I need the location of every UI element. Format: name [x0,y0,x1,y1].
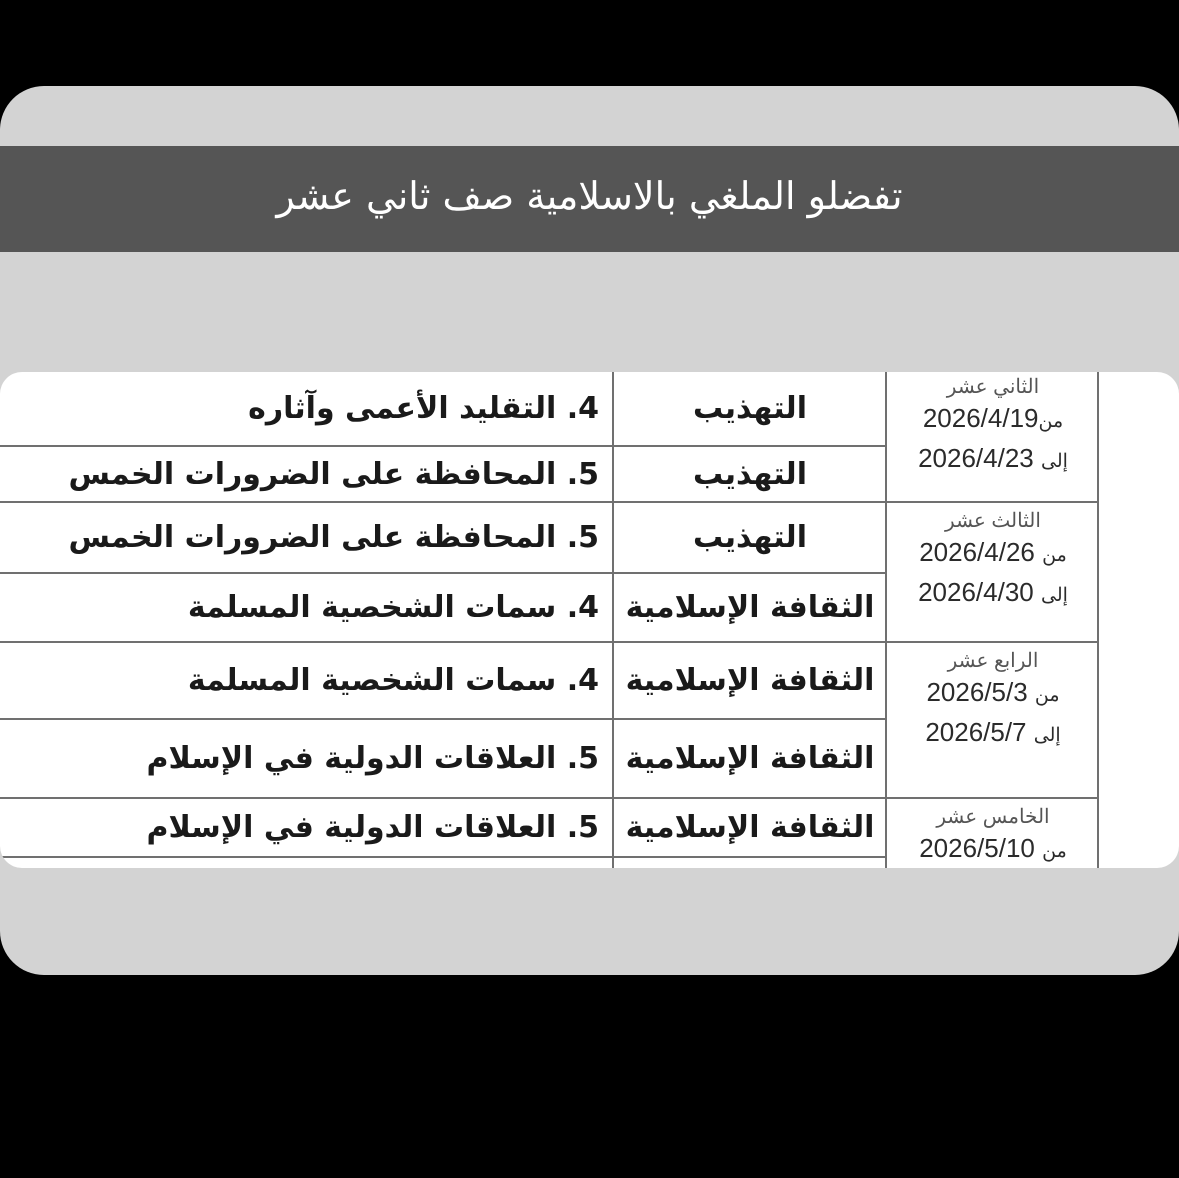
week-to: إلى 2026/5/7 [925,717,1061,747]
week-cell [890,804,1096,868]
lesson-cell: 5. العلاقات الدولية في الإسلام [146,741,599,776]
subject-cell: الثقافة الإسلامية [625,810,875,845]
subject-cell: الثقافة الإسلامية [625,663,875,698]
screenshot-card [0,86,1179,975]
subject-cell: التهذيب [693,520,807,555]
week-from: من 2026/5/10 [919,833,1067,863]
week-to: إلى 2026/4/30 [918,577,1068,607]
subject-cell: الثقافة الإسلامية [625,741,875,776]
lesson-cell: 5. المحافظة على الضرورات الخمس [68,456,599,492]
lesson-cell: 4. سمات الشخصية المسلمة [187,663,599,698]
week-to: إلى 2026/4/23 [918,443,1068,473]
title-banner [0,146,1179,252]
week-from: من 2026/4/26 [919,537,1067,567]
lesson-cell: 5. المحافظة على الضرورات الخمس [68,520,599,555]
lesson-cell: 4. التقليد الأعمى وآثاره [248,391,599,426]
schedule-table [0,372,1179,868]
subject-cell: التهذيب [693,391,807,426]
subject-cell: الثقافة الإسلامية [625,590,875,625]
column-divider [1097,372,1099,868]
week-name: الثالث عشر [945,510,1041,532]
week-name: الرابع عشر [947,650,1039,672]
week-name: الخامس عشر [936,806,1050,828]
subject-cell: التهذيب [693,456,807,492]
lesson-cell: 4. سمات الشخصية المسلمة [187,590,599,625]
week-name: الثاني عشر [946,376,1040,398]
lesson-cell: 5. العلاقات الدولية في الإسلام [146,810,599,845]
week-from: من2026/4/19 [922,403,1064,433]
week-cell [890,508,1096,614]
week-cell [890,374,1096,480]
week-from: من 2026/5/3 [926,677,1060,707]
banner-title: تفضلو الملغي بالاسلامية صف ثاني عشر [276,174,903,218]
row-divider [0,856,886,858]
week-cell [890,648,1096,754]
